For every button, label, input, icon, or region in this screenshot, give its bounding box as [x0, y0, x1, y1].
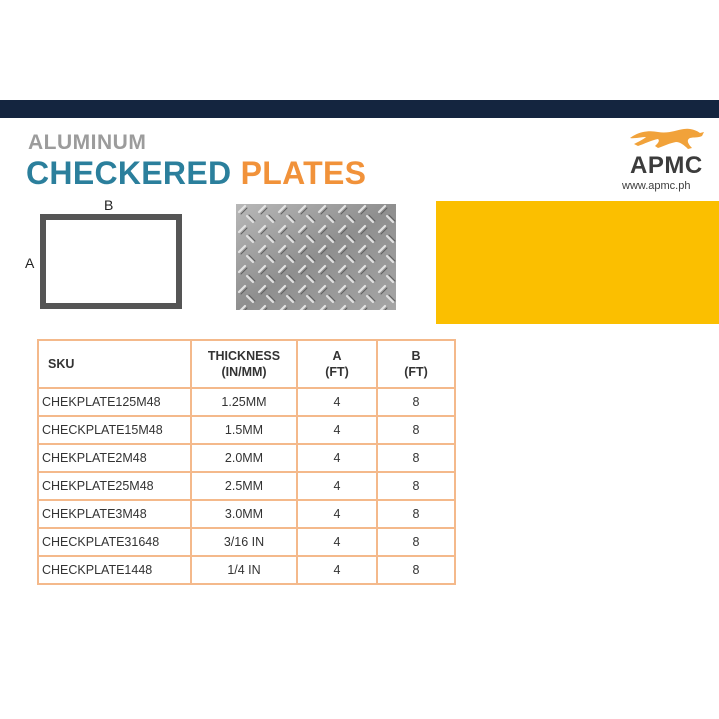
running-cat-icon — [628, 124, 706, 152]
cell-sku: CHECKPLATE15M48 — [38, 416, 191, 444]
title-material: ALUMINUM — [28, 131, 147, 154]
header-a: A (FT) — [297, 340, 377, 388]
cell-thickness: 2.5MM — [191, 472, 297, 500]
checkered-plate-image — [236, 204, 396, 310]
dimension-diagram — [22, 197, 192, 312]
title-word-plates: PLATES — [240, 155, 367, 191]
cell-thickness: 1/4 IN — [191, 556, 297, 584]
cell-b: 8 — [377, 444, 455, 472]
table-row — [38, 500, 455, 528]
cell-a: 4 — [297, 388, 377, 416]
dimension-b-label: B — [104, 197, 114, 213]
specs-table — [37, 339, 456, 585]
cell-thickness: 1.5MM — [191, 416, 297, 444]
cell-thickness: 2.0MM — [191, 444, 297, 472]
brand-url: www.apmc.ph — [622, 180, 691, 192]
cell-b: 8 — [377, 500, 455, 528]
page-title — [26, 155, 366, 192]
header-b: B (FT) — [377, 340, 455, 388]
cell-thickness: 1.25MM — [191, 388, 297, 416]
table-row — [38, 444, 455, 472]
cell-a: 4 — [297, 556, 377, 584]
brand-name: APMC — [630, 152, 703, 179]
dimension-a-label: A — [25, 255, 35, 271]
plate-outline — [40, 214, 182, 309]
table-row — [38, 528, 455, 556]
cell-a: 4 — [297, 416, 377, 444]
cell-b: 8 — [377, 472, 455, 500]
table-header-row — [38, 340, 455, 388]
header-thickness: THICKNESS (IN/MM) — [191, 340, 297, 388]
cell-b: 8 — [377, 528, 455, 556]
table-row — [38, 472, 455, 500]
table-row — [38, 388, 455, 416]
cell-sku: CHEKPLATE2M48 — [38, 444, 191, 472]
header-bar — [0, 100, 719, 118]
cell-sku: CHEKPLATE125M48 — [38, 388, 191, 416]
cell-thickness: 3/16 IN — [191, 528, 297, 556]
cell-a: 4 — [297, 528, 377, 556]
cell-sku: CHECKPLATE1448 — [38, 556, 191, 584]
title-word-checkered: CHECKERED — [26, 155, 232, 191]
cell-sku: CHEKPLATE3M48 — [38, 500, 191, 528]
header-sku: SKU — [38, 340, 191, 388]
cell-sku: CHEKPLATE25M48 — [38, 472, 191, 500]
cell-sku: CHECKPLATE31648 — [38, 528, 191, 556]
cell-b: 8 — [377, 416, 455, 444]
table-row — [38, 556, 455, 584]
cell-a: 4 — [297, 472, 377, 500]
cell-b: 8 — [377, 556, 455, 584]
table-row — [38, 416, 455, 444]
brand-logo — [620, 124, 706, 194]
cell-a: 4 — [297, 444, 377, 472]
cell-a: 4 — [297, 500, 377, 528]
cell-thickness: 3.0MM — [191, 500, 297, 528]
cell-b: 8 — [377, 388, 455, 416]
accent-block — [436, 201, 719, 324]
